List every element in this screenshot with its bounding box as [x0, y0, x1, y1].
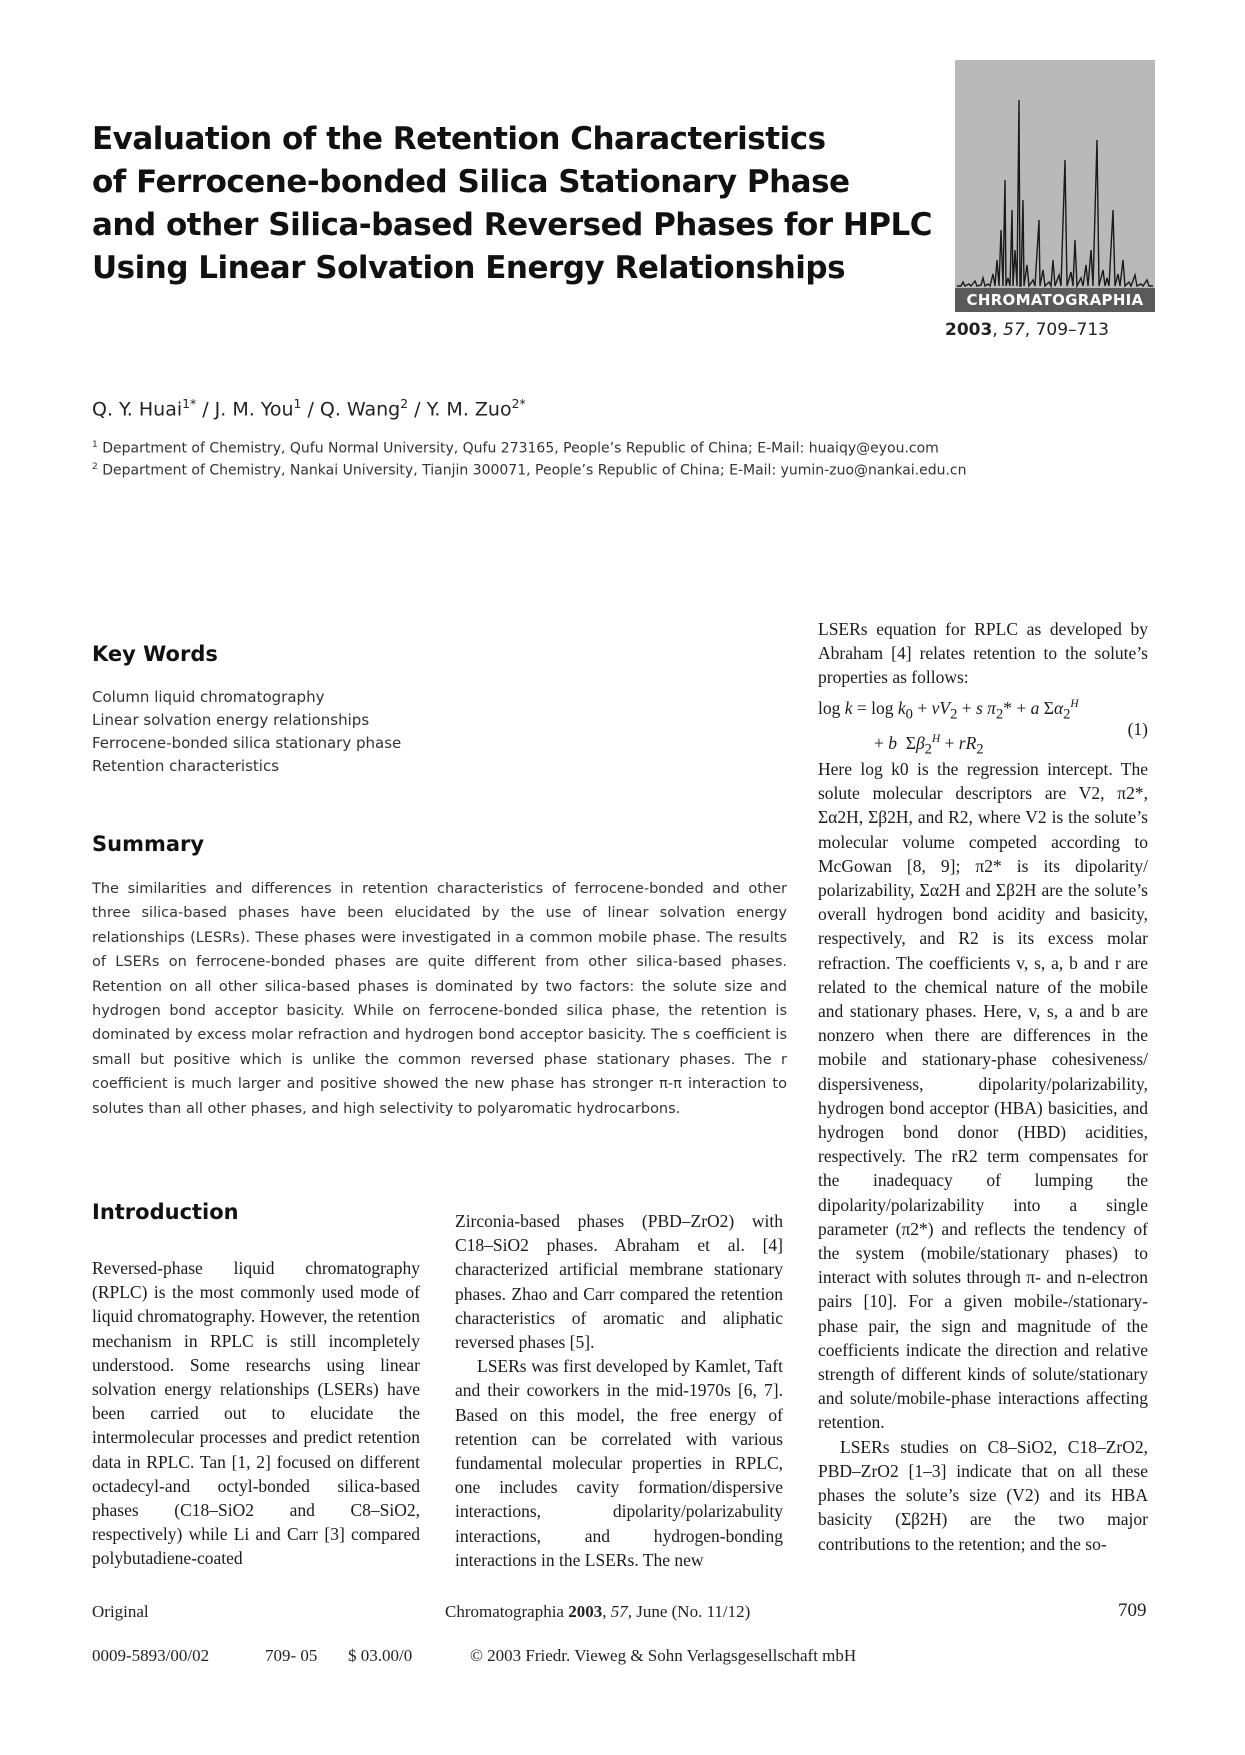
- equation-1: [818, 692, 1148, 763]
- author-marker: 1: [293, 397, 302, 411]
- author-name: Y. M. Zuo: [426, 398, 512, 421]
- column-3-top: [818, 617, 1148, 690]
- footer-journal: Chromatographia: [445, 1602, 564, 1621]
- equation-line: $\log k = \log k_0 + vV_2 + s$ $\pi_2* + a$ $\Sigma\alpha_2^H$: [818, 697, 1079, 723]
- journal-issue: Chromatographia 2003, 57, June (No. 11/12): [445, 1602, 751, 1621]
- affiliation-number: 2: [92, 462, 98, 472]
- issn: 0009-5893/00/02: [92, 1646, 210, 1665]
- footer-issue: June (No. 11/12): [636, 1602, 751, 1621]
- keyword: Retention characteristics: [92, 757, 280, 775]
- affiliation: [92, 440, 939, 457]
- author-list: Q. Y. Huai$^{1*}$ / J. M. You$^1$ / Q. Wang$^2$ / Y. M. Zuo$^{2*}$: [92, 397, 526, 421]
- summary-text: The similarities and differences in retention characteristics of ferrocene-bonded and other three silica-based phases have been elucidated by the use of linear solvation energy relationships (LESRs). These phases were investigated in a common mobile phase. The results of LSERs on ferrocene-bonded phases are quite different from other silica-based phases. Retention on all other silica-based phases is dominated by two factors: the solute size and hydrogen bond acceptor basicity. While on ferrocene-bonded silica phase, the retention is dominated by excess molar refraction and hydrogen bond acceptor basicity. The s coefficient is small but positive which is unlike the common reversed phase stationary phases. The r coefficient is much larger and positive showed the new phase has stronger π-π interaction to solutes than all other phases, and high selectivity to polyaromatic hydrocarbons.: [92, 881, 787, 1117]
- citation: 2003, 57, 709–713: [945, 320, 1109, 340]
- citation-pages: 709–713: [1035, 320, 1109, 340]
- author-marker: 1*: [182, 397, 197, 411]
- author-name: Q. Y. Huai: [92, 398, 183, 421]
- keyword: Ferrocene-bonded silica stationary phase: [92, 734, 402, 752]
- title-line: of Ferrocene-bonded Silica Stationary Phase: [92, 164, 850, 200]
- keyword: Column liquid chromatography: [92, 688, 325, 706]
- paragraph: LSERs studies on C8–SiO2, C18–ZrO2, PBD–ZrO2 [1–3] indicate that on all these phases the solute’s size (V2) and its HBA basicity (Σβ2H) are the two major contributions to the retention; and the so-: [818, 1436, 1148, 1554]
- journal-logo: [955, 60, 1155, 312]
- chromatogram-logo-icon: [955, 60, 1155, 290]
- copyright: © 2003 Friedr. Vieweg & Sohn Verlagsgesellschaft mbH: [470, 1646, 857, 1665]
- paragraph: LSERs was first developed by Kamlet, Taft and their coworkers in the mid-1970s [6, 7]. Based on this model, the free energy of retention can be correlated with various fundamental molecular properties in RPLC, one includes cavity formation/dispersive interactions, dipolarity/polarizabulity interactions, and hydrogen-bonding interactions in the LSERs. The new: [455, 1356, 783, 1570]
- citation-year: 2003: [945, 320, 993, 340]
- column-3-body: [818, 757, 1148, 1556]
- article-type: Original: [92, 1602, 149, 1621]
- journal-name: CHROMATOGRAPHIA: [955, 288, 1155, 312]
- paragraph: Here log k0 is the regression intercept. The solute molecular descriptors are V2, π2*, Σα2H, Σβ2H, and R2, where V2 is the solute’s molecular volume competed according to McGowan [8, 9]; π2* is its dipolarity/ polarizability, Σα2H and Σβ2H are the solute’s overall hydrogen bond acidity and basicity, respectively, and R2 is its excess molar refraction. The coefficients v, s, a, b and r are related to the chemical nature of the mobile and stationary phases. Here, v, s, a and b are nonzero when there are differences in the mobile and stationary-phase cohesiveness/ dispersiveness, dipolarity/polarizability, hydrogen bond acceptor (HBA) basicities, and hydrogen bond donor (HBD) acidities, respectively. The rR2 term compensates for the inadequacy of lumping the dipolarity/polarizability into a single parameter (π2*) and reflects the tendency of the system (mobile/stationary phases) to interact with solutes through π- and n-electron pairs [10]. For a given mobile-/stationary-phase pair, the sign and magnitude of the coefficients indicate the direction and relative strength of different kinds of solute/stationary and solute/mobile-phase interactions affecting retention.: [818, 759, 1148, 1433]
- article-code: 709- 05: [265, 1646, 318, 1665]
- price: $ 03.00/0: [348, 1646, 413, 1665]
- summary-heading: Summary: [92, 832, 205, 856]
- citation-volume: 57: [1003, 320, 1025, 340]
- footer-volume: 57: [610, 1602, 628, 1621]
- equation-number: (1): [1127, 719, 1148, 739]
- keyword: Linear solvation energy relationships: [92, 711, 370, 729]
- intro-column-2: [455, 1209, 783, 1572]
- author-name: Q. Wang: [319, 398, 401, 421]
- title-line: and other Silica-based Reversed Phases for HPLC: [92, 207, 933, 243]
- paper-title: [92, 118, 933, 290]
- author-name: J. M. You: [214, 398, 294, 421]
- title-line: Using Linear Solvation Energy Relationships: [92, 250, 846, 286]
- page-number: 709: [1118, 1600, 1147, 1621]
- affiliation-number: 1: [92, 440, 98, 450]
- author-marker: 2*: [511, 397, 526, 411]
- keyword-list: [92, 686, 401, 778]
- affiliation-text: Department of Chemistry, Qufu Normal University, Qufu 273165, People’s Republic of China; E-Mail: huaiqy@eyou.com: [102, 440, 939, 457]
- introduction-heading: Introduction: [92, 1200, 239, 1224]
- equation-line: + b $\Sigma\beta_2^H + rR_2$: [874, 733, 984, 758]
- footer-year: 2003: [568, 1602, 603, 1621]
- paragraph: Zirconia-based phases (PBD–ZrO2) with C18–SiO2 phases. Abraham et al. [4] characterized artificial membrane stationary phases. Zhao and Carr compared the retention characteristics of aromatic and aliphatic reversed phases [5].: [455, 1211, 783, 1353]
- title-line: Evaluation of the Retention Characteristics: [92, 121, 826, 157]
- intro-column-1: [92, 1256, 420, 1571]
- affiliation: [92, 462, 967, 479]
- paragraph: LSERs equation for RPLC as developed by Abraham [4] relates retention to the solute’s properties as follows:: [818, 619, 1148, 688]
- author-marker: 2: [400, 397, 409, 411]
- keywords-heading: Key Words: [92, 642, 218, 666]
- paragraph: Reversed-phase liquid chromatography (RPLC) is the most commonly used mode of liquid chromatography. However, the retention mechanism in RPLC is still incompletely understood. Some researchs using linear solvation energy relationships (LSERs) have been carried out to elucidate the intermolecular processes and predict retention data in RPLC. Tan [1, 2] focused on different octadecyl-and octyl-bonded silica-based phases (C18–SiO2 and C8–SiO2, respectively) while Li and Carr [3] compared polybutadiene-coated: [92, 1258, 420, 1569]
- affiliation-text: Department of Chemistry, Nankai University, Tianjin 300071, People’s Republic of China; E-Mail: yumin-zuo@nankai.edu.cn: [102, 462, 967, 479]
